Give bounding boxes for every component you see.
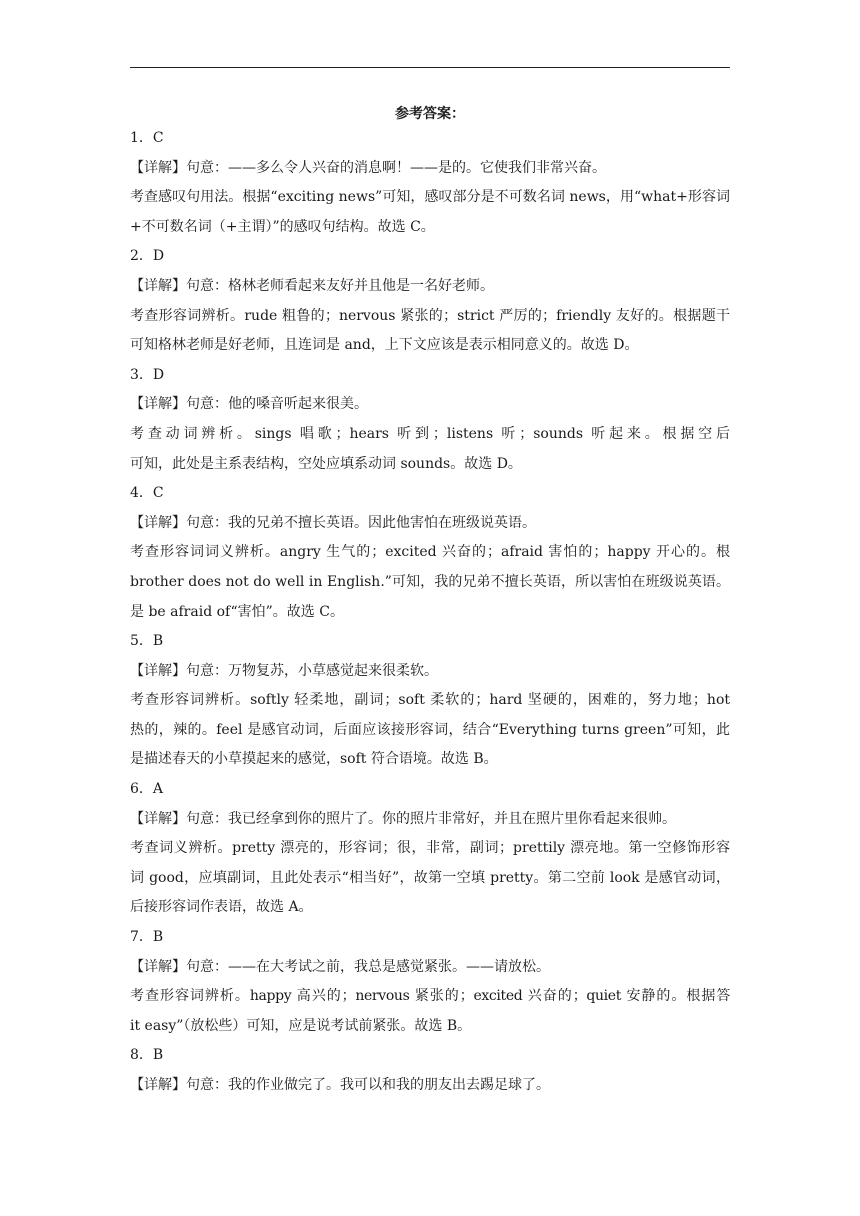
explanation-text: 考查形容词辨析。softly 轻柔地，副词；soft 柔软的；hard 坚硬的，困难的，努力地；hot xyxy=(130,692,730,709)
question-answer: 8．B xyxy=(130,1047,164,1064)
explanation-translation: 【详解】句意：我已经拿到你的照片了。你的照片非常好，并且在照片里你看起来很帅。 xyxy=(130,810,676,827)
header-rule xyxy=(130,67,730,68)
question-answer: 2．D xyxy=(130,248,165,265)
explanation-text: brother does not do well in English.”可知，我的兄弟不擅长英语，所以害怕在班级说英语。 xyxy=(130,573,730,590)
explanation-text: it easy”（放松些）可知，应是说考试前紧张。故选 B。 xyxy=(130,1017,472,1034)
explanation-text: 考查形容词辨析。happy 高兴的；nervous 紧张的；excited 兴奋的；quiet 安静的。根据答 xyxy=(130,988,730,1005)
explanation-text: 考查感叹句用法。根据“exciting news”可知，感叹部分是不可数名词 news，用“what+形容词 xyxy=(130,189,730,206)
explanation-translation: 【详解】句意：——多么令人兴奋的消息啊！——是的。它使我们非常兴奋。 xyxy=(130,159,606,176)
explanation-text: 热的，辣的。feel 是感官动词，后面应该接形容词，结合“Everything turns green”可知，此 xyxy=(130,721,730,738)
explanation-text: 词 good，应填副词，且此处表示“相当好”，故第一空填 pretty。第二空前 look 是感官动词， xyxy=(130,869,730,886)
question-answer: 6．A xyxy=(130,781,164,798)
explanation-text: 考查形容词词义辨析。angry 生气的；excited 兴奋的；afraid 害怕的；happy 开心的。根 xyxy=(130,544,730,561)
question-answer: 1．C xyxy=(130,130,164,146)
question-answer: 4．C xyxy=(130,485,164,502)
question-answer: 3．D xyxy=(130,366,165,383)
explanation-text: 可知，此处是主系表结构，空处应填系动词 sounds。故选 D。 xyxy=(130,455,522,472)
answer-content xyxy=(130,124,730,1101)
explanation-text: 是描述春天的小草摸起来的感觉，soft 符合语境。故选 B。 xyxy=(130,751,498,768)
explanation-translation: 【详解】句意：格林老师看起来友好并且他是一名好老师。 xyxy=(130,277,494,294)
question-answer: 7．B xyxy=(130,929,164,946)
answer-key-title: 参考答案： xyxy=(395,106,465,122)
explanation-translation: 【详解】句意：他的嗓音听起来很美。 xyxy=(130,396,368,413)
explanation-text: 后接形容词作表语，故选 A。 xyxy=(130,899,313,916)
question-answer: 5．B xyxy=(130,633,164,650)
explanation-text: 考查词义辨析。pretty 漂亮的，形容词；很，非常，副词；prettily 漂亮地。第一空修饰形容 xyxy=(130,840,730,857)
explanation-translation: 【详解】句意：我的作业做完了。我可以和我的朋友出去踢足球了。 xyxy=(130,1077,550,1093)
explanation-translation: 【详解】句意：我的兄弟不擅长英语。因此他害怕在班级说英语。 xyxy=(130,514,536,531)
explanation-translation: 【详解】句意：万物复苏，小草感觉起来很柔软。 xyxy=(130,662,438,679)
explanation-text: 可知格林老师是好老师，且连词是 and，上下文应该是表示相同意义的。故选 D。 xyxy=(130,337,639,354)
explanation-text: +不可数名词（+主谓）”的感叹句结构。故选 C。 xyxy=(130,218,435,235)
explanation-text: 考查动词辨析。sings 唱歌；hears 听到；listens 听；sounds 听起来。根据空后 xyxy=(130,425,730,442)
explanation-text: 考查形容词辨析。rude 粗鲁的；nervous 紧张的；strict 严厉的；friendly 友好的。根据题干 xyxy=(130,307,730,324)
explanation-translation: 【详解】句意：——在大考试之前，我总是感觉紧张。——请放松。 xyxy=(130,958,550,975)
explanation-text: 是 be afraid of“害怕”。故选 C。 xyxy=(130,603,344,620)
